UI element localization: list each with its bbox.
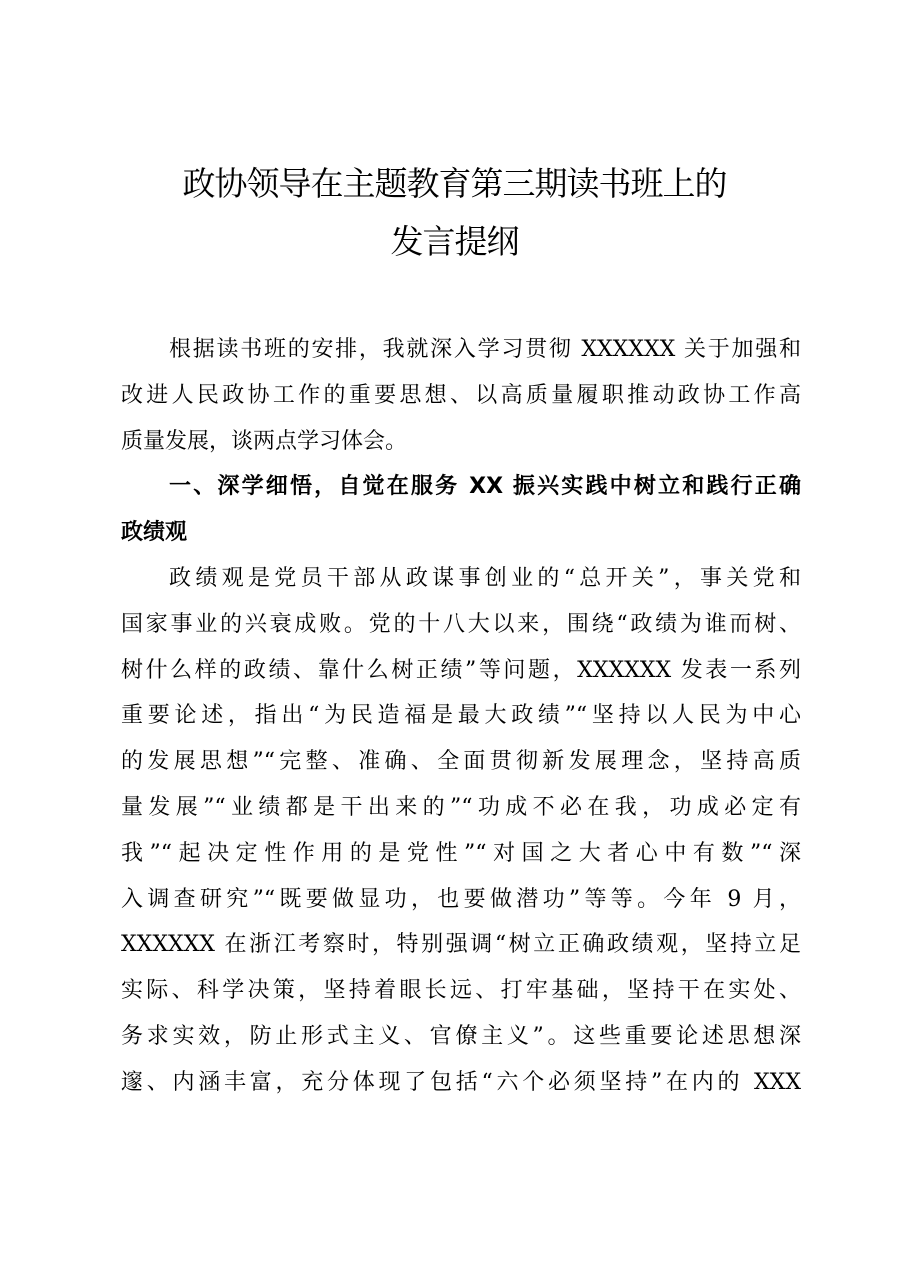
paragraph-line: XXXXXX 在浙江考察时，特别强调“树立正确政绩观，坚持立足 [121,932,801,958]
document-title-line-2: 发言提纲 [390,222,519,261]
section-1-paragraph [121,556,801,1106]
document-body [121,327,801,1106]
heading-line: 一、深学细悟，自觉在服务 XX 振兴实践中树立和践行正确 [169,474,801,500]
intro-paragraph [121,327,801,464]
paragraph-line: 政绩观是党员干部从政谋事创业的“总开关”，事关党和 [169,565,801,591]
paragraph-line: 重要论述，指出“为民造福是最大政绩”“坚持以人民为中心 [121,703,801,729]
paragraph-line: 务求实效，防止形式主义、官僚主义”。这些重要论述思想深 [121,1023,801,1049]
intro-line: 质量发展，谈两点学习体会。 [121,428,408,454]
paragraph-line: 入调查研究”“既要做显功，也要做潜功”等等。今年 9 月， [121,886,801,912]
document-title-line-1: 政协领导在主题教育第三期读书班上的 [182,164,727,203]
paragraph-line: 国家事业的兴衰成败。党的十八大以来，围绕“政绩为谁而树、 [121,611,801,637]
paragraph-line: 的发展思想”“完整、准确、全面贯彻新发展理念，坚持高质 [121,749,801,775]
paragraph-line: 实际、科学决策，坚持着眼长远、打牢基础，坚持干在实处、 [121,978,801,1004]
paragraph-line: 邃、内涵丰富，充分体现了包括“六个必须坚持”在内的 XXX [121,1069,801,1095]
intro-line: 改进人民政协工作的重要思想、以高质量履职推动政协工作高 [121,382,801,408]
paragraph-line: 我”“起决定性作用的是党性”“对国之大者心中有数”“深 [121,840,801,866]
intro-line: 根据读书班的安排，我就深入学习贯彻 XXXXXX 关于加强和 [169,337,801,362]
paragraph-line: 量发展”“业绩都是干出来的”“功成不必在我，功成必定有 [121,794,801,820]
heading-line: 政绩观 [121,520,188,546]
section-heading-1 [121,464,801,556]
paragraph-line: 树什么样的政绩、靠什么树正绩”等问题，XXXXXX 发表一系列 [121,657,801,683]
